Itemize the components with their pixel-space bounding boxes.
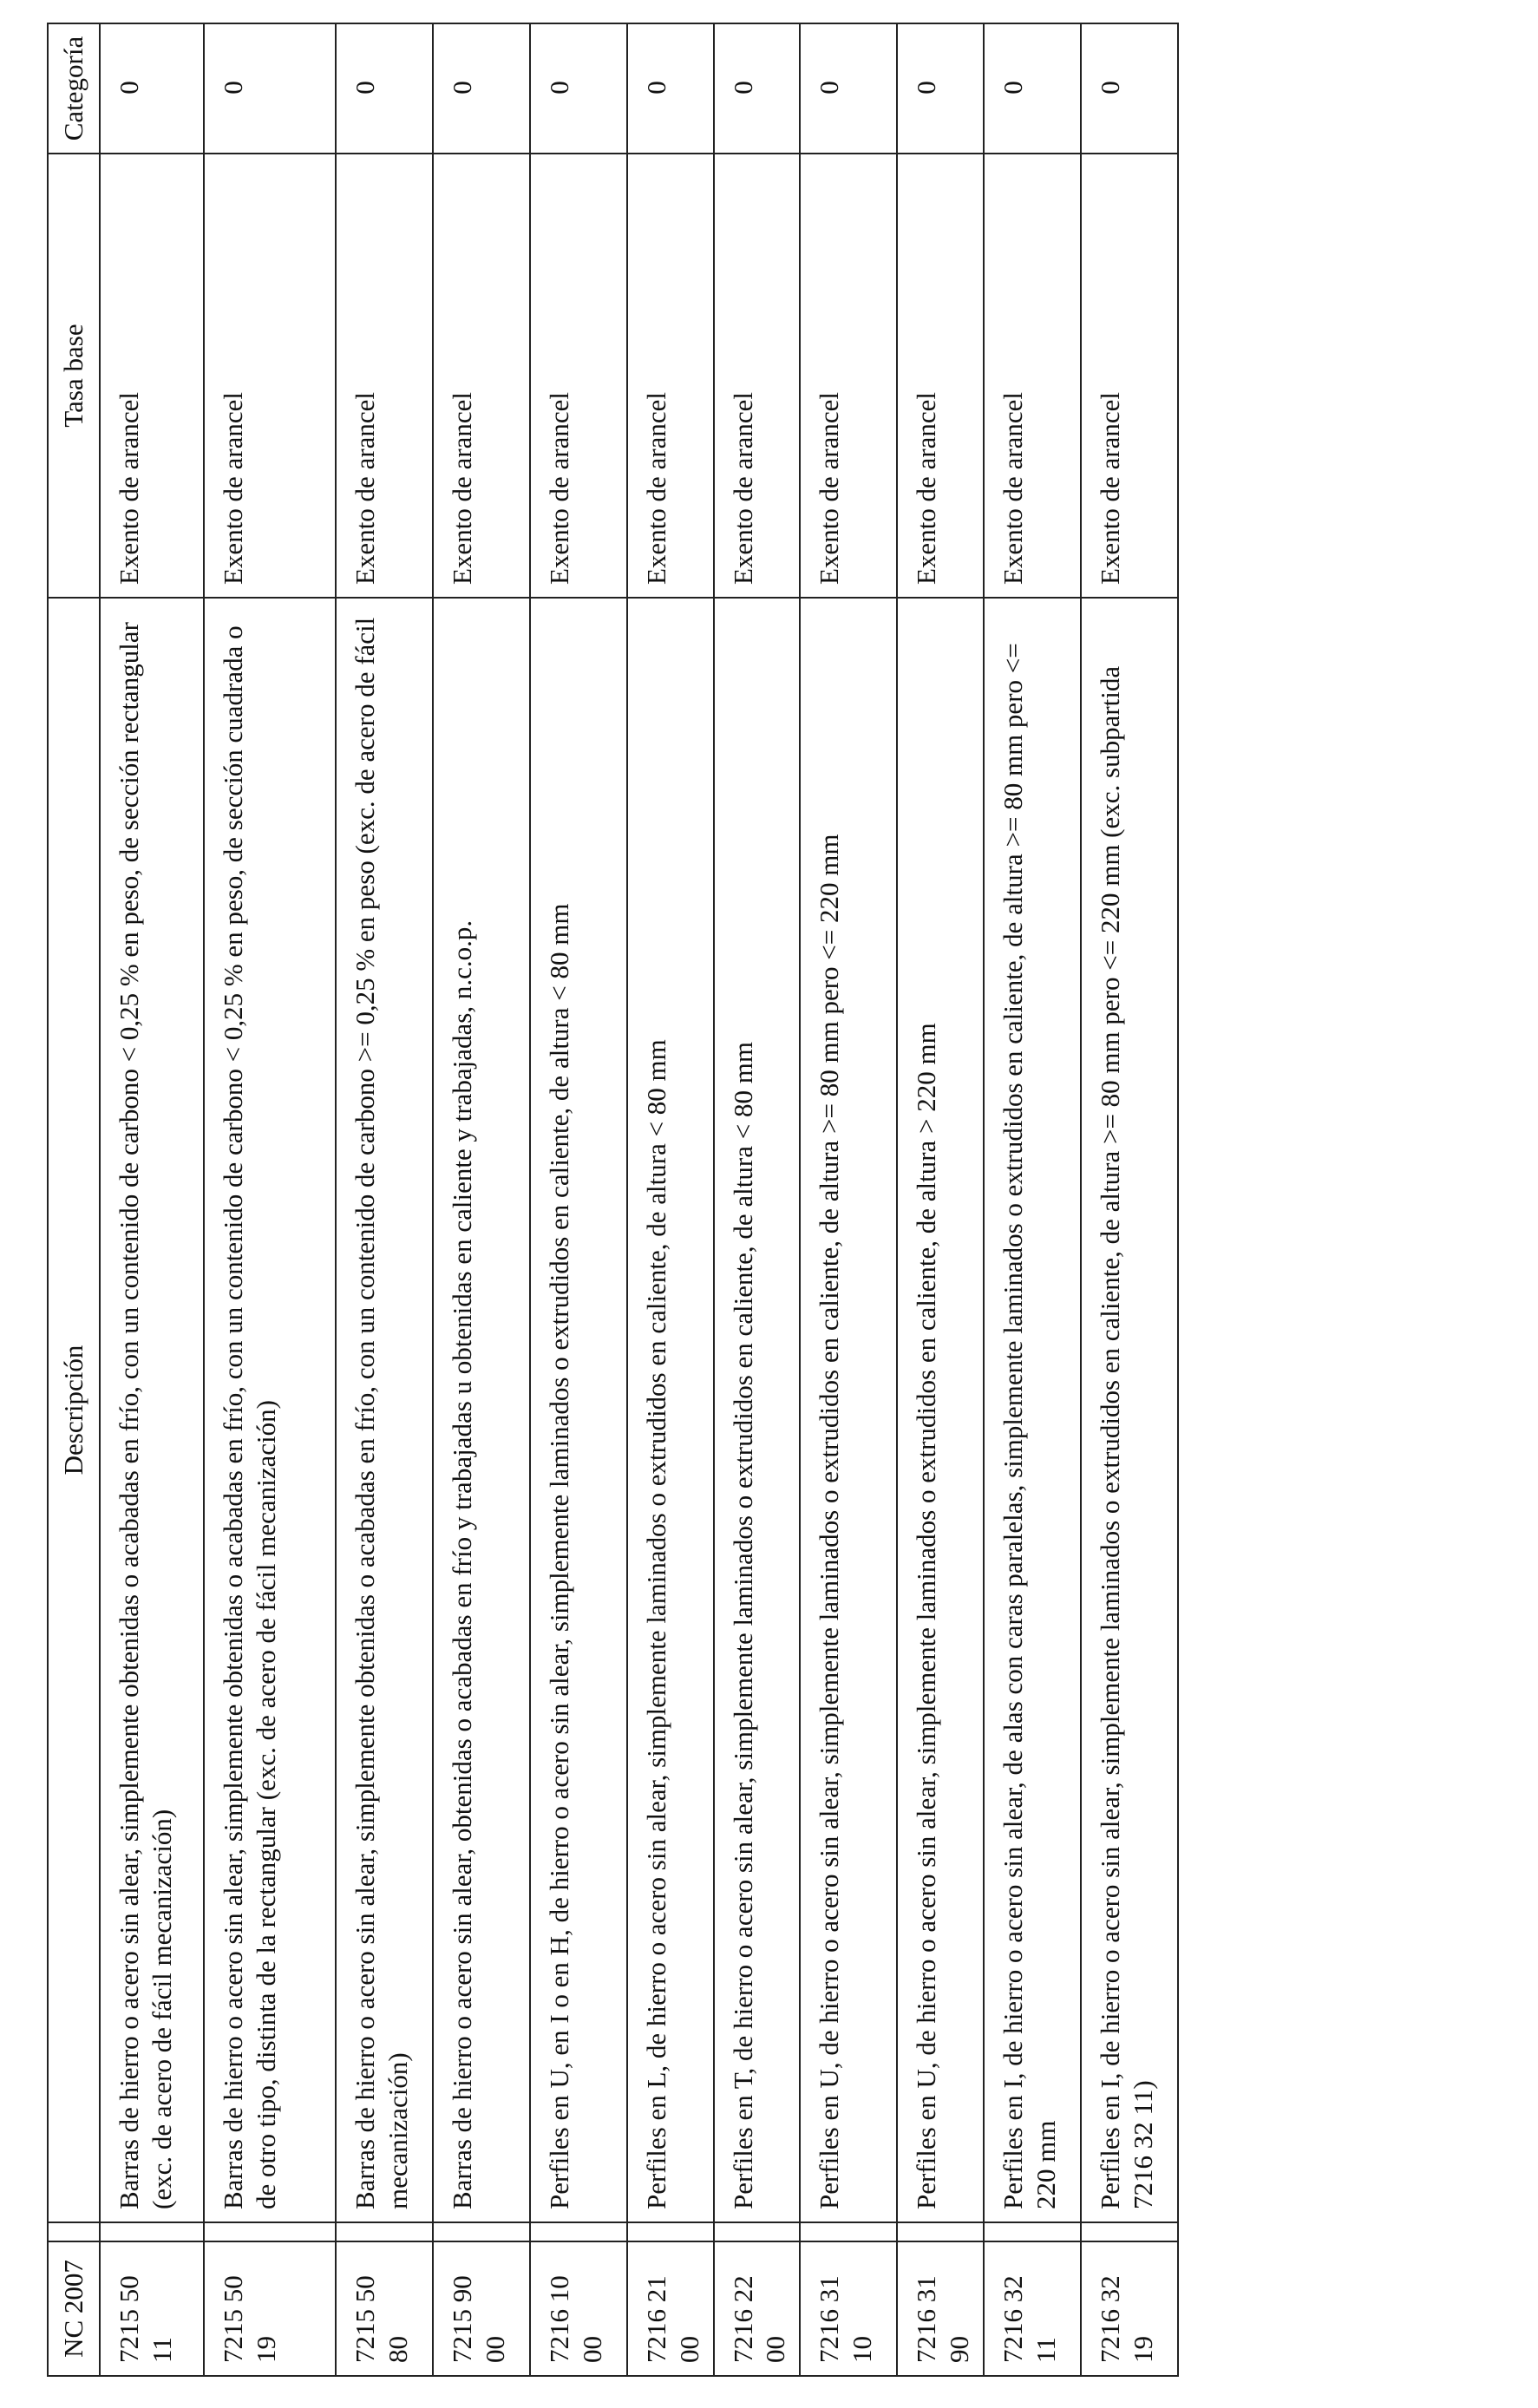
rotated-page	[47, 24, 1158, 2377]
header-category: Categoría	[48, 23, 100, 154]
row-description: Perfiles en U, de hierro o acero sin alear, simplemente laminados o extrudidos en caliente, de altura > 220 mm	[897, 598, 984, 2222]
header-row	[48, 23, 100, 2376]
row-category: 0	[100, 23, 204, 154]
row-category: 0	[984, 23, 1081, 154]
row-code: 7216 22 00	[714, 2241, 801, 2376]
row-category: 0	[714, 23, 801, 154]
row-base-rate: Exento de arancel	[627, 154, 714, 598]
row-description: Barras de hierro o acero sin alear, simplemente obtenidas o acabadas en frío, con un contenido de carbono >= 0,25 % en peso (exc. de acero de fácil mecanización)	[336, 598, 433, 2222]
row-code: 7216 32 19	[1081, 2241, 1178, 2376]
spacer-cell	[204, 2222, 336, 2241]
row-category: 0	[433, 23, 530, 154]
table-row	[1081, 23, 1178, 2376]
header-base-rate: Tasa base	[48, 154, 100, 598]
row-code: 7216 10 00	[530, 2241, 627, 2376]
table-row	[800, 23, 897, 2376]
spacer-cell	[984, 2222, 1081, 2241]
row-code: 7216 32 11	[984, 2241, 1081, 2376]
row-category: 0	[530, 23, 627, 154]
row-base-rate: Exento de arancel	[984, 154, 1081, 598]
table-row	[714, 23, 801, 2376]
row-base-rate: Exento de arancel	[204, 154, 336, 598]
table-row	[204, 23, 336, 2376]
row-category: 0	[800, 23, 897, 154]
row-code: 7215 50 80	[336, 2241, 433, 2376]
row-category: 0	[627, 23, 714, 154]
spacer-cell	[433, 2222, 530, 2241]
row-description: Perfiles en I, de hierro o acero sin alear, simplemente laminados o extrudidos en caliente, de altura >= 80 mm pero <= 220 mm (exc. subpartida 7216 32 11)	[1081, 598, 1178, 2222]
row-code: 7216 21 00	[627, 2241, 714, 2376]
table-row	[336, 23, 433, 2376]
row-category: 0	[897, 23, 984, 154]
table-row	[100, 23, 204, 2376]
row-description: Barras de hierro o acero sin alear, simplemente obtenidas o acabadas en frío, con un contenido de carbono < 0,25 % en peso, de sección cuadrada o de otro tipo, distinta de la rectangular (exc. de acero de fácil mecanización)	[204, 598, 336, 2222]
header-spacer-cell	[48, 2222, 100, 2241]
row-code: 7215 50 11	[100, 2241, 204, 2376]
table-row	[433, 23, 530, 2376]
row-description: Perfiles en I, de hierro o acero sin alear, de alas con caras paralelas, simplemente laminados o extrudidos en caliente, de altura >= 80 mm pero <= 220 mm	[984, 598, 1081, 2222]
row-description: Barras de hierro o acero sin alear, obtenidas o acabadas en frío y trabajadas u obtenidas en caliente y trabajadas, n.c.o.p.	[433, 598, 530, 2222]
row-base-rate: Exento de arancel	[433, 154, 530, 598]
table-row	[897, 23, 984, 2376]
row-code: 7216 31 10	[800, 2241, 897, 2376]
row-description: Barras de hierro o acero sin alear, simplemente obtenidas o acabadas en frío, con un contenido de carbono < 0,25 % en peso, de sección rectangular (exc. de acero de fácil mecanización)	[100, 598, 204, 2222]
row-description: Perfiles en L, de hierro o acero sin alear, simplemente laminados o extrudidos en caliente, de altura < 80 mm	[627, 598, 714, 2222]
row-category: 0	[1081, 23, 1178, 154]
spacer-cell	[1081, 2222, 1178, 2241]
spacer-cell	[897, 2222, 984, 2241]
spacer-cell	[336, 2222, 433, 2241]
spacer-cell	[714, 2222, 801, 2241]
header-code: NC 2007	[48, 2241, 100, 2376]
row-category: 0	[336, 23, 433, 154]
spacer-cell	[100, 2222, 204, 2241]
spacer-cell	[800, 2222, 897, 2241]
header-description: Descripción	[48, 598, 100, 2222]
table-row	[530, 23, 627, 2376]
row-base-rate: Exento de arancel	[100, 154, 204, 598]
row-code: 7216 31 90	[897, 2241, 984, 2376]
row-base-rate: Exento de arancel	[800, 154, 897, 598]
table-row	[984, 23, 1081, 2376]
table-body	[100, 23, 1178, 2376]
row-category: 0	[204, 23, 336, 154]
row-description: Perfiles en U, de hierro o acero sin alear, simplemente laminados o extrudidos en caliente, de altura >= 80 mm pero <= 220 mm	[800, 598, 897, 2222]
table-header	[48, 23, 100, 2376]
row-base-rate: Exento de arancel	[897, 154, 984, 598]
row-base-rate: Exento de arancel	[530, 154, 627, 598]
row-code: 7215 90 00	[433, 2241, 530, 2376]
row-base-rate: Exento de arancel	[714, 154, 801, 598]
spacer-cell	[530, 2222, 627, 2241]
row-base-rate: Exento de arancel	[1081, 154, 1178, 598]
spacer-cell	[627, 2222, 714, 2241]
tariff-table	[47, 23, 1179, 2377]
table-row	[627, 23, 714, 2376]
row-code: 7215 50 19	[204, 2241, 336, 2376]
row-base-rate: Exento de arancel	[336, 154, 433, 598]
row-description: Perfiles en U, en I o en H, de hierro o acero sin alear, simplemente laminados o extrudidos en caliente, de altura < 80 mm	[530, 598, 627, 2222]
row-description: Perfiles en T, de hierro o acero sin alear, simplemente laminados o extrudidos en caliente, de altura < 80 mm	[714, 598, 801, 2222]
